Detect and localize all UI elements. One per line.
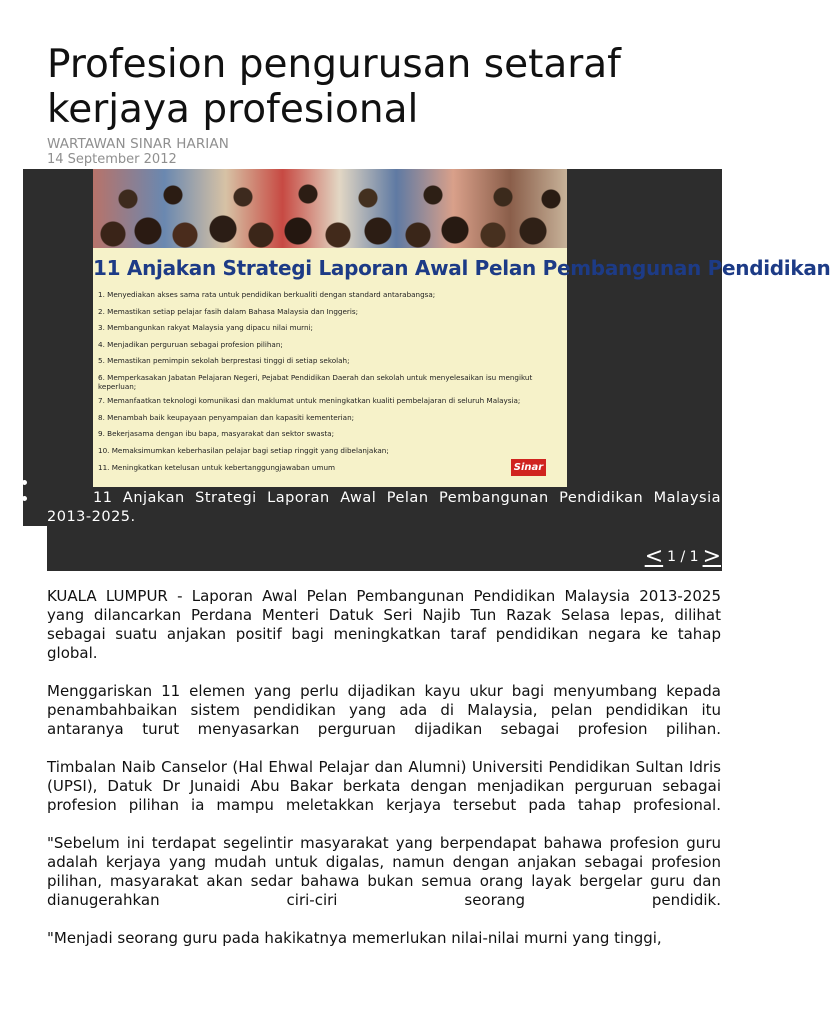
article-paragraph: "Sebelum ini terdapat segelintir masyarakat yang berpendapat bahawa profesion guru adalah kerjaya yang mudah untuk digalas, namun dengan anjakan sebagai profesion pilihan, masyarakat akan sedar bahawa bukan semua orang layak bergelar guru dan dianugerahkan ciri-ciri seorang pendidik. bbox=[47, 834, 721, 909]
article-byline: WARTAWAN SINAR HARIAN bbox=[47, 136, 229, 152]
infographic-item: 11. Meningkatkan ketelusan untuk kebertanggungjawaban umum bbox=[98, 462, 336, 472]
gallery-photo[interactable] bbox=[93, 169, 831, 487]
infographic-item: 4. Menjadikan perguruan sebagai profesion pilihan; bbox=[98, 339, 283, 349]
image-gallery-footer bbox=[47, 526, 722, 571]
gallery-pager bbox=[645, 545, 721, 569]
article-paragraph: Timbalan Naib Canselor (Hal Ehwal Pelajar dan Alumni) Universiti Pendidikan Sultan Idris (UPSI), Datuk Dr Junaidi Abu Bakar berkata dengan menjadikan perguruan sebagai profesion pilihan ia mampu meletakkan kerjaya tersebut pada tahap profesional. bbox=[47, 758, 721, 814]
infographic-item: 2. Memastikan setiap pelajar fasih dalam Bahasa Malaysia dan Inggeris; bbox=[98, 306, 359, 316]
infographic-item: 10. Memaksimumkan keberhasilan pelajar bagi setiap ringgit yang dibelanjakan; bbox=[98, 445, 389, 455]
article-date: 14 September 2012 bbox=[47, 152, 177, 167]
gallery-caption bbox=[47, 489, 721, 527]
infographic-item: 7. Memanfaatkan teknologi komunikasi dan maklumat untuk meningkatkan kualiti pembelajaran di seluruh Malaysia; bbox=[98, 396, 521, 406]
infographic-heading: 11 Anjakan Strategi Laporan Awal Pelan Pembangunan Pendidikan bbox=[93, 248, 567, 288]
infographic-list bbox=[98, 291, 560, 480]
crowd-photo bbox=[93, 169, 567, 248]
gallery-caption-text: 11 Anjakan Strategi Laporan Awal Pelan Pembangunan Pendidikan Malaysia 2013-2025. bbox=[47, 490, 721, 525]
infographic-item: 9. Bekerjasama dengan ibu bapa, masyarakat dan sektor swasta; bbox=[98, 429, 334, 439]
sinar-logo: Sinar bbox=[511, 459, 546, 476]
infographic-item: 8. Menambah baik keupayaan penyampaian dan kapasiti kementerian; bbox=[98, 412, 355, 422]
article-title: Profesion pengurusan setaraf kerjaya profesional bbox=[47, 42, 621, 132]
article-body bbox=[47, 587, 721, 967]
infographic-item: 1. Menyediakan akses sama rata untuk pendidikan berkualiti dengan standard antarabangsa; bbox=[98, 290, 436, 299]
pager-position: 1 / 1 bbox=[667, 549, 699, 565]
infographic-item: 6. Memperkasakan Jabatan Pelajaran Negeri, Pejabat Pendidikan Daerah dan sekolah untuk menyelesaikan isu mengikut keperluan; bbox=[98, 372, 533, 391]
gallery-nav-dot[interactable] bbox=[22, 496, 27, 501]
next-arrow-icon[interactable]: > bbox=[702, 544, 721, 569]
article-paragraph: Menggariskan 11 elemen yang perlu dijadikan kayu ukur bagi menyumbang kepada penambahbaikan sistem pendidikan yang ada di Malaysia, pelan pendidikan itu antaranya turut menyasarkan perguruan dijadikan sebagai profesion pilihan. bbox=[47, 682, 721, 738]
gallery-nav-dot[interactable] bbox=[22, 480, 27, 485]
article-paragraph: KUALA LUMPUR - Laporan Awal Pelan Pembangunan Pendidikan Malaysia 2013-2025 yang dilancarkan Perdana Menteri Datuk Seri Najib Tun Razak Selasa lepas, dilihat sebagai suatu anjakan positif bagi meningkatkan taraf pendidikan negara ke tahap global. bbox=[47, 587, 721, 662]
previous-arrow-icon[interactable]: < bbox=[644, 544, 664, 569]
article-paragraph: "Menjadi seorang guru pada hakikatnya memerlukan nilai-nilai murni yang tinggi, bbox=[47, 929, 662, 947]
infographic-item: 5. Memastikan pemimpin sekolah berprestasi tinggi di setiap sekolah; bbox=[98, 356, 350, 366]
infographic-item: 3. Membangunkan rakyat Malaysia yang dipacu nilai murni; bbox=[98, 323, 313, 333]
